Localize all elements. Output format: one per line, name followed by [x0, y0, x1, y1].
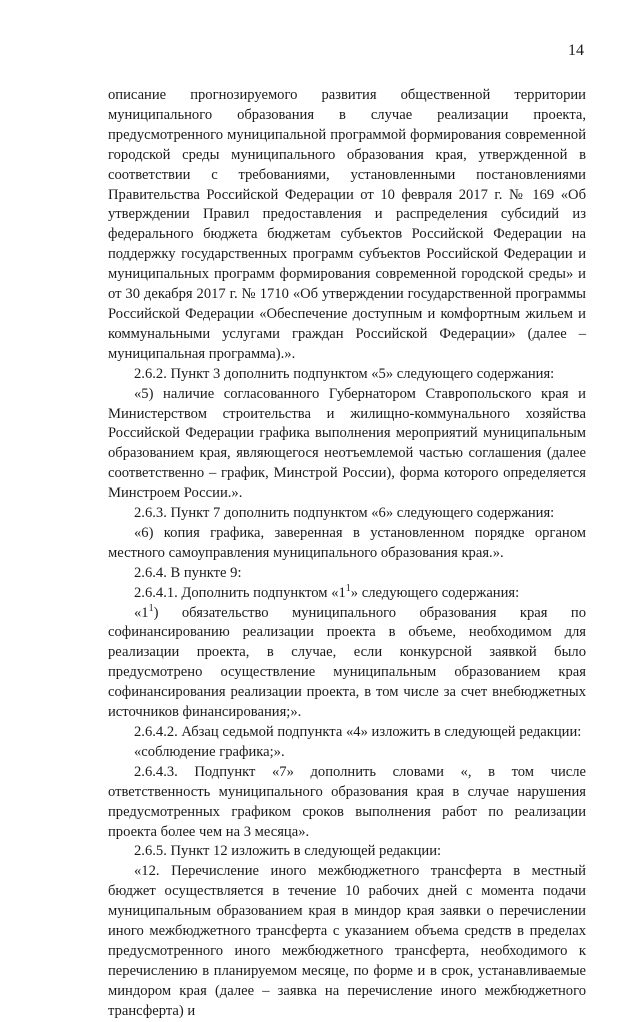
text-segment: «1 [134, 604, 149, 621]
paragraph-subpoint-5: «5) наличие согласованного Губернатором Ставропольского края и Министерством строительства и жилищно-коммунального хозяйства Российской Федерации графика выполнения мероприятий муниципальным образованием края, являющегося неотъемлемой частью соглашения (далее соответственно – график, Минстрой России), форма которого определяется Минстроем России.». [108, 385, 586, 502]
paragraph-2-6-4-1 [108, 584, 586, 604]
superscript: 1 [345, 582, 351, 594]
document-body [108, 86, 586, 1022]
paragraph-2-6-4: 2.6.4. В пункте 9: [134, 564, 242, 581]
paragraph-2-6-5: 2.6.5. Пункт 12 изложить в следующей редакции: [134, 843, 442, 860]
paragraph-2-6-4-2: 2.6.4.2. Абзац седьмой подпункта «4» изложить в следующей редакции: [134, 724, 582, 740]
paragraph-schedule-compliance: «соблюдение графика;». [134, 743, 285, 760]
paragraph-subpoint-1-1 [108, 604, 586, 723]
paragraph-2-6-3: 2.6.3. Пункт 7 дополнить подпунктом «6» следующего содержания: [134, 505, 555, 522]
paragraph-2-6-4-3: 2.6.4.3. Подпункт «7» дополнить словами «, в том числе ответственность муниципального образования края в случае нарушения предусмотренных графиком сроков выполнения работ по реализации проекта более чем на 3 месяца». [108, 763, 586, 840]
paragraph-description: описание прогнозируемого развития общественной территории муниципального образования в случае реализации проекта, предусмотренного муниципальной программой формирования современной городской среды муниципального образования края, утвержденной в соответствии с требованиями, установленными постановлениями Правительства Российской Федерации от 10 февраля 2017 г. № 169 «Об утверждении Правил предоставления и распределения субсидий из федерального бюджета бюджетам субъектов Российской Федерации на поддержку государственных программ субъектов Российской Федерации и муниципальных программ формирования современной городской среды» и от 30 декабря 2017 г. № 1710 «Об утверждении государственной программы Российской Федерации «Обеспечение доступным и комфортным жильем и коммунальными услугами граждан Российской Федерации» (далее – муниципальная программа).». [108, 87, 586, 362]
paragraph-subpoint-6: «6) копия графика, заверенная в установленном порядке органом местного самоуправления муниципального образования края.». [108, 524, 586, 561]
superscript: 1 [148, 602, 154, 614]
text-segment: ) обязательство муниципального образования края по софинансированию реализации проекта в объеме, необходимом для реализации проекта, в случае, если конкурсной заявкой было предусмотрено осуществление муниципальным образованием края софинансирования реализации проекта, в том числе за счет внебюджетных источников финансирования;». [108, 604, 586, 721]
paragraph-2-6-2: 2.6.2. Пункт 3 дополнить подпунктом «5» следующего содержания: [134, 365, 555, 382]
page-number: 14 [568, 42, 584, 59]
text-segment: » следующего содержания: [350, 584, 520, 601]
paragraph-point-12: «12. Перечисление иного межбюджетного трансферта в местный бюджет осуществляется в течение 10 рабочих дней с момента подачи муниципальным образованием края в миндор края заявки о перечислении иного межбюджетного трансферта с указанием объема средств в пределах предусмотренного иного межбюджетного трансферта, необходимого к перечислению в планируемом месяце, по форме и в срок, устанавливаемые миндором края (далее – заявка на перечисление иного межбюджетного трансферта) и [108, 863, 586, 1019]
text-segment: 2.6.4.1. Дополнить подпунктом «1 [134, 584, 346, 601]
